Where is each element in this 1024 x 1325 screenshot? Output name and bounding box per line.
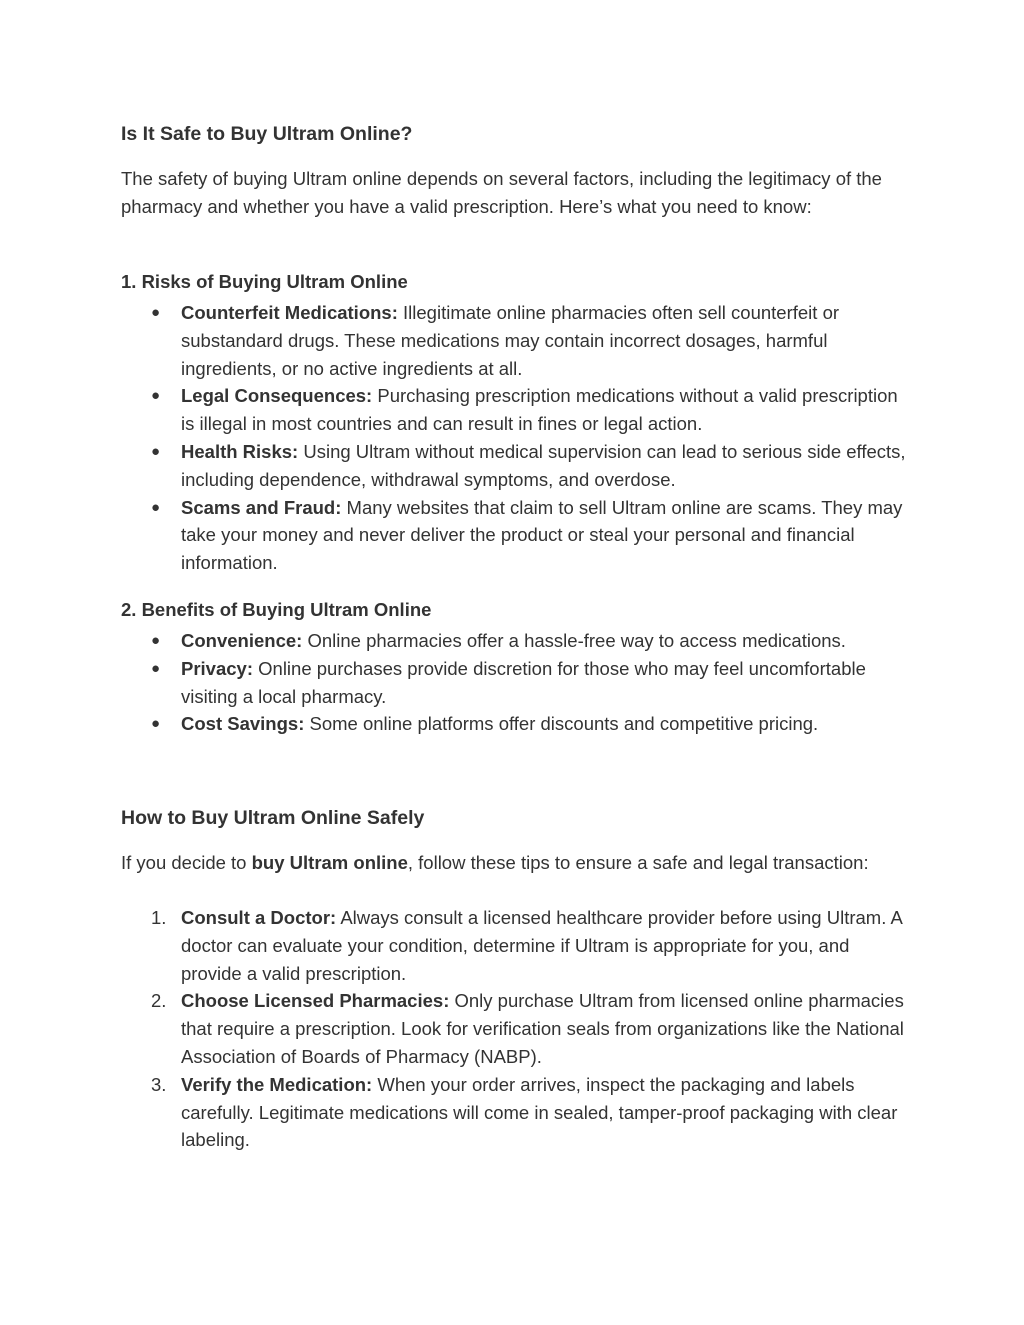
item-text: Always consult a licensed healthcare provider before using Ultram. A doctor can evaluate your condition, determine if Ultram is appropriate for you, and provide a valid prescription. (181, 907, 902, 984)
how-to-intro-paragraph (121, 849, 911, 877)
bullet-icon: ● (151, 632, 161, 649)
list-item (121, 1071, 911, 1154)
item-label: Convenience: (181, 630, 303, 651)
bullet-icon: ● (151, 498, 161, 516)
safety-intro-paragraph: The safety of buying Ultram online depends on several factors, including the legitimacy of the pharmacy and whether you have a valid prescription. Here’s what you need to know: (121, 168, 882, 217)
list-item (121, 987, 911, 1070)
item-label: Verify the Medication: (181, 1073, 373, 1095)
list-item (121, 627, 911, 655)
step-number: 3. (151, 1073, 167, 1095)
intro-text-before: If you decide to (121, 852, 252, 873)
item-text: Some online platforms offer discounts and competitive pricing. (304, 713, 819, 735)
step-number: 1. (151, 907, 167, 928)
item-label: Cost Savings: (181, 713, 305, 735)
item-text: When your order arrives, inspect the packaging and labels carefully. Legitimate medications will come in sealed, tamper-proof packaging with clear labeling. (181, 1073, 898, 1151)
section-heading-safety: Is It Safe to Buy Ultram Online? (121, 123, 413, 145)
risks-subheading: 1. Risks of Buying Ultram Online (121, 271, 408, 292)
list-item (121, 382, 911, 438)
item-label: Choose Licensed Pharmacies: (181, 990, 450, 1012)
bullet-icon: ● (151, 304, 161, 321)
benefits-list (121, 627, 911, 738)
list-item (121, 655, 911, 711)
item-text: Online purchases provide discretion for those who may feel uncomfortable visiting a local pharmacy. (181, 657, 866, 707)
benefits-subheading: 2. Benefits of Buying Ultram Online (121, 599, 432, 620)
bullet-icon: ● (151, 715, 161, 733)
intro-text-bold: buy Ultram online (251, 852, 408, 873)
bullet-icon: ● (151, 387, 161, 405)
item-text: Online pharmacies offer a hassle-free way to access medications. (302, 630, 846, 651)
list-item (121, 438, 911, 494)
item-label: Scams and Fraud: (181, 496, 342, 518)
item-label: Privacy: (181, 657, 253, 679)
list-item (121, 494, 911, 577)
steps-list (121, 904, 911, 1154)
item-label: Consult a Doctor: (181, 907, 337, 928)
bullet-icon: ● (151, 442, 161, 460)
item-text: Many websites that claim to sell Ultram online are scams. They may take your money and never deliver the product or steal your personal and financial information. (181, 496, 903, 574)
intro-text-after: , follow these tips to ensure a safe and legal transaction: (407, 852, 869, 873)
item-text: Only purchase Ultram from licensed online pharmacies that require a prescription. Look for verification seals from organizations like the National Association of Boards of Pharmacy (NABP). (181, 990, 904, 1067)
risks-list (121, 299, 911, 577)
list-item (121, 904, 911, 987)
item-label: Health Risks: (181, 440, 299, 462)
section-heading-how-to: How to Buy Ultram Online Safely (121, 807, 425, 829)
item-text: Illegitimate online pharmacies often sell counterfeit or substandard drugs. These medications may contain incorrect dosages, harmful ingredients, or no active ingredients at all. (181, 302, 840, 379)
item-label: Counterfeit Medications: (181, 302, 398, 323)
item-text: Purchasing prescription medications without a valid prescription is illegal in most countries and can result in fines or legal action. (181, 385, 898, 435)
list-item (121, 299, 911, 382)
step-number: 2. (151, 990, 167, 1012)
bullet-icon: ● (151, 659, 161, 677)
list-item (121, 710, 911, 738)
item-text: Using Ultram without medical supervision can lead to serious side effects, including dependence, withdrawal symptoms, and overdose. (181, 440, 906, 490)
item-label: Legal Consequences: (181, 385, 373, 407)
